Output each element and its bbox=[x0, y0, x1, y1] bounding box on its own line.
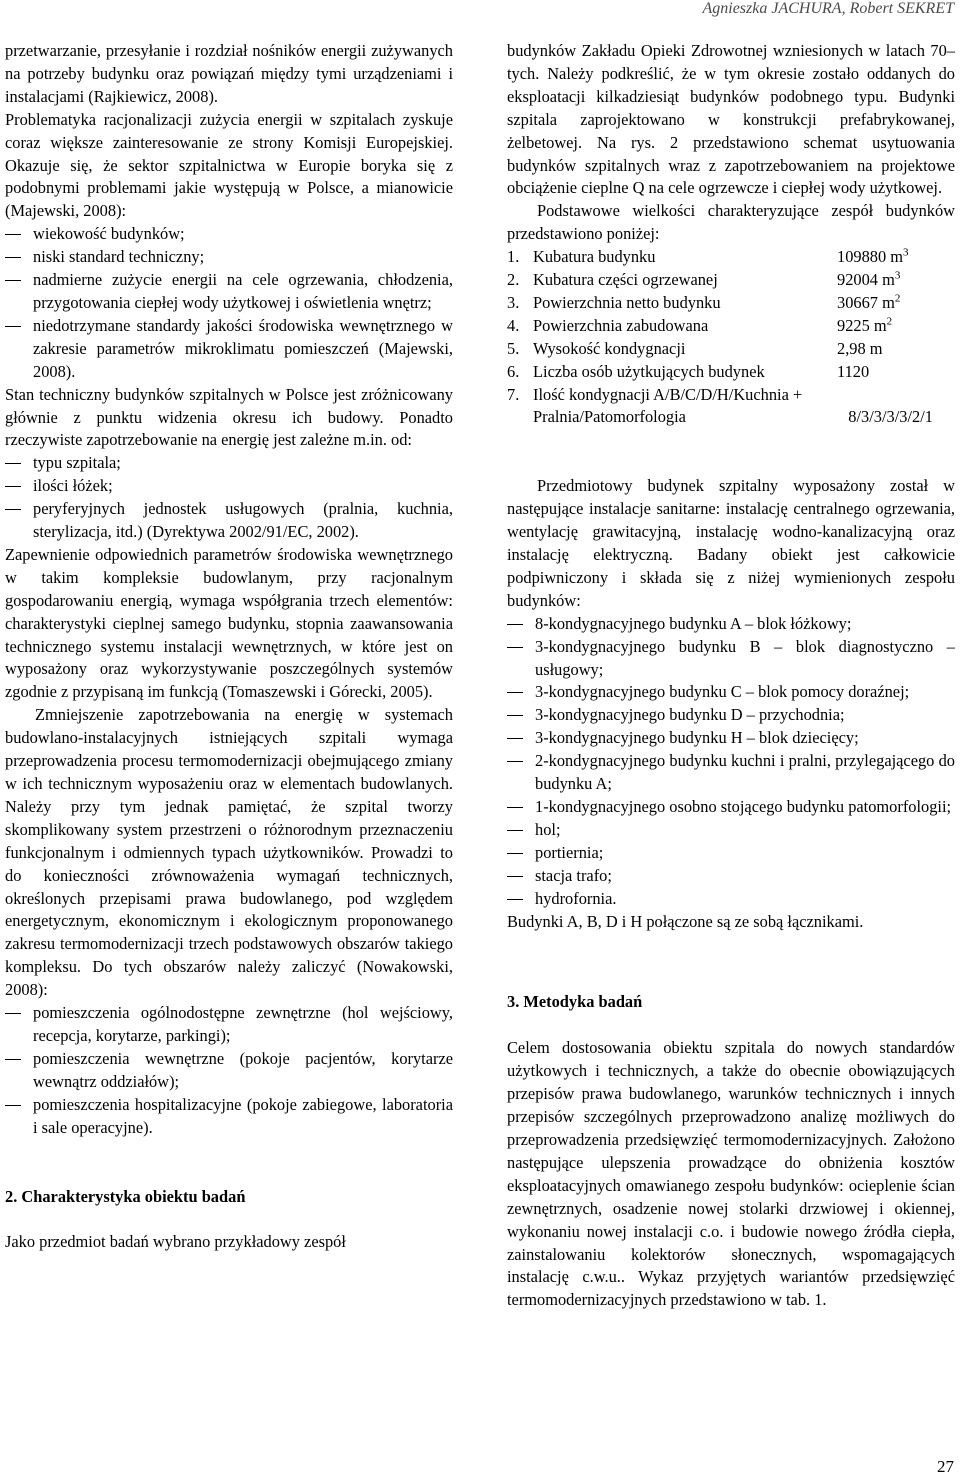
list-item: wiekowość budynków; bbox=[5, 223, 453, 246]
parameter-label: Kubatura budynku bbox=[533, 247, 656, 267]
parameter-value: 92004 $m^3$ bbox=[837, 269, 901, 290]
paragraph: przetwarzanie, przesyłanie i rozdział nośników energii zużywanych na potrzeby budynku oraz powiązań między tymi urządzeniami i instalacjami (Rajkiewicz, 2008). bbox=[5, 41, 453, 106]
list-item: 3-kondygnacyjnego budynku B – blok diagnostyczno – usługowy; bbox=[507, 636, 955, 682]
parameter-number: 2. bbox=[507, 270, 520, 290]
parameter-number: 4. bbox=[507, 315, 520, 335]
parameter-value: 109880 $m^3$ bbox=[837, 246, 909, 267]
list-item: 8-kondygnacyjnego budynku A – blok łóżkowy; bbox=[507, 613, 955, 636]
dash-list bbox=[5, 452, 453, 544]
parameter-row bbox=[507, 384, 955, 430]
parameter-row bbox=[507, 246, 955, 269]
parameter-number: 3. bbox=[507, 292, 520, 312]
list-item: nadmierne zużycie energii na cele ogrzewania, chłodzenia, przygotowania ciepłej wody użytkowej i oświetlenia wnętrz; bbox=[5, 269, 453, 315]
dash-list bbox=[507, 613, 955, 911]
list-item: 3-kondygnacyjnego budynku D – przychodnia; bbox=[507, 704, 955, 727]
parameter-row bbox=[507, 361, 955, 384]
list-item: niski standard techniczny; bbox=[5, 246, 453, 269]
parameter-row bbox=[507, 338, 955, 361]
list-item: pomieszczenia hospitalizacyjne (pokoje zabiegowe, laboratoria i sale operacyjne). bbox=[5, 1094, 453, 1140]
spacer bbox=[5, 1140, 453, 1186]
parameter-label: Liczba osób użytkujących budynek bbox=[533, 361, 765, 381]
parameter-value: 1120 bbox=[837, 361, 870, 381]
spacer bbox=[507, 429, 955, 475]
paragraph: Zmniejszenie zapotrzebowania na energię w systemach budowlano-instalacyjnych istniejących szpitali wymaga przeprowadzenia procesu termomodernizacji obejmującego zmiany w ich technicznym wyposażeniu oraz w elementach budowlanych. Należy przy tym jednak pamiętać, że szpital tworzy skomplikowany system przestrzeni o różnorodnym przeznaczeniu funkcjonalnym i odmiennych typach użytkowników. Prowadzi to do konieczności zrównoważenia wymagań technicznych, określonych przepisami prawa budowlanego, pod względem energetycznym, ekonomicznym i ekologicznym proponowanego zakresu termomodernizacji trzech podstawowych obszarów takiego kompleksu. Do tych obszarów należy zaliczyć (Nowakowski, 2008): bbox=[5, 705, 453, 1000]
list-item: 1-kondygnacyjnego osobno stojącego budynku patomorfologii; bbox=[507, 796, 955, 819]
parameter-label: Powierzchnia zabudowana bbox=[533, 315, 709, 335]
list-item: stacja trafo; bbox=[507, 865, 955, 888]
spacer bbox=[507, 1014, 955, 1037]
paragraph: Budynki A, B, D i H połączone są ze sobą łącznikami. bbox=[507, 911, 864, 931]
list-item: 2-kondygnacyjnego budynku kuchni i pralni, przylegającego do budynku A; bbox=[507, 750, 955, 796]
parameter-label: Powierzchnia netto budynku bbox=[533, 292, 721, 312]
paragraph: Stan techniczny budynków szpitalnych w Polsce jest zróżnicowany głównie z punktu widzenia okresu ich budowy. Ponadto rzeczywiste zapotrzebowanie na energię jest zależne m.in. od: bbox=[5, 384, 453, 450]
left-column bbox=[5, 40, 453, 1254]
parameter-label: Kubatura części ogrzewanej bbox=[533, 270, 718, 290]
right-column bbox=[507, 40, 955, 1312]
paragraph: Zapewnienie odpowiednich parametrów środowiska wewnętrznego w takim kompleksie budowlanym, przy racjonalnym gospodarowaniu energią, wymaga współgrania trzech elementów: charakterystyki cieplnej samego budynku, stopnia zaawansowania technicznego systemu instalacji wewnętrznych, w które jest on wyposażony oraz wykorzystywanie poszczególnych systemów zgodnie z przypisaną im funkcją (Tomaszewski i Górecki, 2005). bbox=[5, 544, 453, 702]
parameter-row bbox=[507, 292, 955, 315]
list-item: typu szpitala; bbox=[5, 452, 453, 475]
paragraph: Przedmiotowy budynek szpitalny wyposażony został w następujące instalacje sanitarne: instalację centralnego ogrzewania, wentylację grawitacyjną, instalację wodno-kanalizacyjną oraz instalację elektryczną. Badany obiekt jest całkowicie podpiwniczony i składa się z niżej wymienionych zespołu budynków: bbox=[507, 476, 955, 610]
list-item: ilości łóżek; bbox=[5, 475, 453, 498]
spacer bbox=[5, 1208, 453, 1231]
list-item: peryferyjnych jednostek usługowych (pralnia, kuchnia, sterylizacja, itd.) (Dyrektywa 2002/91/EC, 2002). bbox=[5, 498, 453, 544]
parameter-list bbox=[507, 246, 955, 429]
section-heading: 2. Charakterystyka obiektu badań bbox=[5, 1186, 246, 1206]
list-item: 3-kondygnacyjnego budynku H – blok dziecięcy; bbox=[507, 727, 955, 750]
list-item: pomieszczenia ogólnodostępne zewnętrzne (hol wejściowy, recepcja, korytarze, parkingi); bbox=[5, 1002, 453, 1048]
list-item: portiernia; bbox=[507, 842, 955, 865]
paragraph: Problematyka racjonalizacji zużycia energii w szpitalach zyskuje coraz większe zainteresowanie ze strony Komisji Europejskiej. Okazuje się, że sektor szpitalnictwa w Europie boryka się z podobnymi problemami jakie występują w Polsce, a mianowicie (Majewski, 2008): bbox=[5, 109, 453, 221]
spacer bbox=[507, 933, 955, 991]
parameter-label: Pralnia/Patomorfologia bbox=[533, 407, 686, 427]
parameter-row bbox=[507, 269, 955, 292]
parameter-number: 1. bbox=[507, 247, 520, 267]
parameter-number: 7. bbox=[507, 384, 520, 404]
paragraph: Jako przedmiot badań wybrano przykładowy zespół bbox=[5, 1232, 346, 1252]
list-item: niedotrzymane standardy jakości środowiska wewnętrznego w zakresie parametrów mikroklimatu pomieszczeń (Majewski, 2008). bbox=[5, 315, 453, 384]
list-item: hydrofornia. bbox=[507, 888, 955, 911]
section-heading: 3. Metodyka badań bbox=[507, 992, 643, 1012]
parameter-value: 9225 $m^2$ bbox=[837, 315, 893, 335]
paragraph: Podstawowe wielkości charakteryzujące zespół budynków przedstawiono poniżej: bbox=[507, 201, 955, 244]
parameter-value: 30667 $m^2$ bbox=[837, 292, 901, 312]
parameter-value: 2,98 m bbox=[837, 338, 883, 358]
page-number: 27 bbox=[937, 1457, 954, 1476]
running-header-authors: Agnieszka JACHURA, Robert SEKRET bbox=[702, 0, 954, 17]
paragraph: Celem dostosowania obiektu szpitala do nowych standardów użytkowych i technicznych, a także do obecnie obowiązujących przepisów prawa budowlanego, warunków technicznych i innych przepisów szczególnych przeprowadzono analizę możliwych do przeprowadzenia przedsięwzięć termomodernizacyjnych. Założono następujące ulepszenia prowadzące do obniżenia kosztów eksploatacyjnych omawianego zespołu budynków: ocieplenie ścian zewnętrznych, osadzenie nowej stolarki drzwiowej i okiennej, wykonaniu nowej instalacji c.o. i budowie nowego źródła ciepła, zainstalowaniu kolektorów słonecznych, wspomagających instalację c.w.u.. Wykaz przyjętych wariantów przedsięwzięć termomodernizacyjnych przedstawiono w tab. 1. bbox=[507, 1038, 955, 1310]
parameter-row bbox=[507, 315, 955, 338]
list-item: 3-kondygnacyjnego budynku C – blok pomocy doraźnej; bbox=[507, 681, 955, 704]
dash-list bbox=[5, 223, 453, 383]
parameter-number: 6. bbox=[507, 361, 520, 381]
parameter-number: 5. bbox=[507, 338, 520, 358]
list-item: hol; bbox=[507, 819, 955, 842]
dash-list bbox=[5, 1002, 453, 1139]
list-item: pomieszczenia wewnętrzne (pokoje pacjentów, korytarze wewnątrz oddziałów); bbox=[5, 1048, 453, 1094]
parameter-label: Wysokość kondygnacji bbox=[533, 338, 686, 358]
parameter-value: 8/3/3/3/3/2/1 bbox=[848, 407, 933, 427]
paragraph: budynków Zakładu Opieki Zdrowotnej wzniesionych w latach 70–tych. Należy podkreślić, że w tym okresie zostało oddanych do eksploatacji kilkadziesiąt budynków podobnego typu. Budynki szpitala zaprojektowano w konstrukcji prefabrykowanej, żelbetowej. Na rys. 2 przedstawiono schemat usytuowania budynków szpitalnych wraz z zapotrzebowaniem na projektowe obciążenie cieplne Q na cele ogrzewcze i ciepłej wody użytkowej. bbox=[507, 41, 955, 198]
parameter-label: Ilość kondygnacji A/B/C/D/H/Kuchnia + bbox=[533, 384, 803, 404]
